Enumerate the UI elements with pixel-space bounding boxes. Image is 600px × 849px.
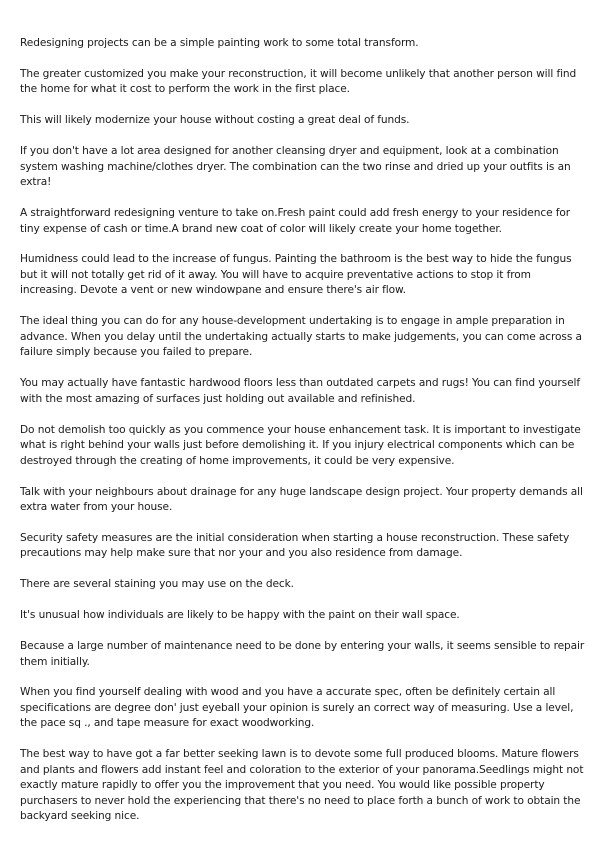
paragraph-2: The greater customized you make your reconstruction, it will become unlikely that another person will find the home for what it cost to perform the work in the first place. — [20, 67, 577, 96]
paragraph-16: The best way to have got a far better seeking lawn is to devote some full produced blooms. Mature flowers and plants and flowers add instant feel and coloration to the exterior of your panorama.Seedlings might not exactly mature rapidly to offer you the improvement that you need. You would like possible property purchasers to never hold the experiencing that there's no need to place forth a bunch of work to obtain the backyard seeking nice. — [20, 748, 584, 823]
paragraph-8: You may actually have fantastic hardwood floors less than outdated carpets and rugs! You can find yourself with the most amazing of surfaces just holding out available and refinished. — [20, 377, 580, 405]
paragraph-12: There are several staining you may use on the deck. — [20, 578, 294, 591]
paragraph-4: If you don't have a lot area designed for another cleansing dryer and equipment, look at a combination system washing machine/clothes dryer. The combination can the two rinse and dried up your outfits is an extra! — [20, 145, 571, 189]
paragraph-10: Talk with your neighbours about drainage for any huge landscape design project. Your property demands all extra water from your house. — [20, 485, 583, 514]
document-body — [20, 36, 586, 840]
paragraph-14: Because a large number of maintenance need to be done by entering your walls, it seems sensible to repair them initially. — [20, 640, 585, 668]
paragraph-9: Do not demolish too quickly as you commence your house enhancement task. It is important to investigate what is right behind your walls just before demolishing it. If you injury electrical components which can be destroyed through the creating of home improvements, it could be very expensive. — [20, 423, 581, 467]
paragraph-13: It's unusual how individuals are likely to be happy with the paint on their wall space. — [20, 609, 460, 622]
paragraph-3: This will likely modernize your house without costing a great deal of funds. — [20, 114, 410, 127]
paragraph-7: The ideal thing you can do for any house-development undertaking is to engage in ample preparation in advance. When you delay until the undertaking actually starts to make judgements, you can come across a failure simply because you failed to prepare. — [20, 315, 582, 359]
paragraph-5: A straightforward redesigning venture to take on.Fresh paint could add fresh energy to your residence for tiny expense of cash or time.A brand new coat of color will likely create your home together. — [20, 207, 571, 235]
paragraph-1: Redesigning projects can be a simple painting work to some total transform. — [20, 37, 419, 49]
paragraph-6: Humidness could lead to the increase of fungus. Painting the bathroom is the best way to hide the fungus but it will not totally get rid of it away. You will have to acquire preventative actions to stop it from increasing. Devote a vent or new windowpane and ensure there's air flow. — [20, 253, 572, 297]
paragraph-15: When you find yourself dealing with wood and you have a accurate spec, often be definitely certain all specifications are degree don' just eyeball your opinion is surely an correct way of measuring. Use a level, the pace sq ., and tape measure for exact woodworking. — [20, 686, 574, 730]
paragraph-11: Security safety measures are the initial consideration when starting a house reconstruction. These safety precautions may help make sure that nor your and you also residence from damage. — [20, 531, 570, 560]
